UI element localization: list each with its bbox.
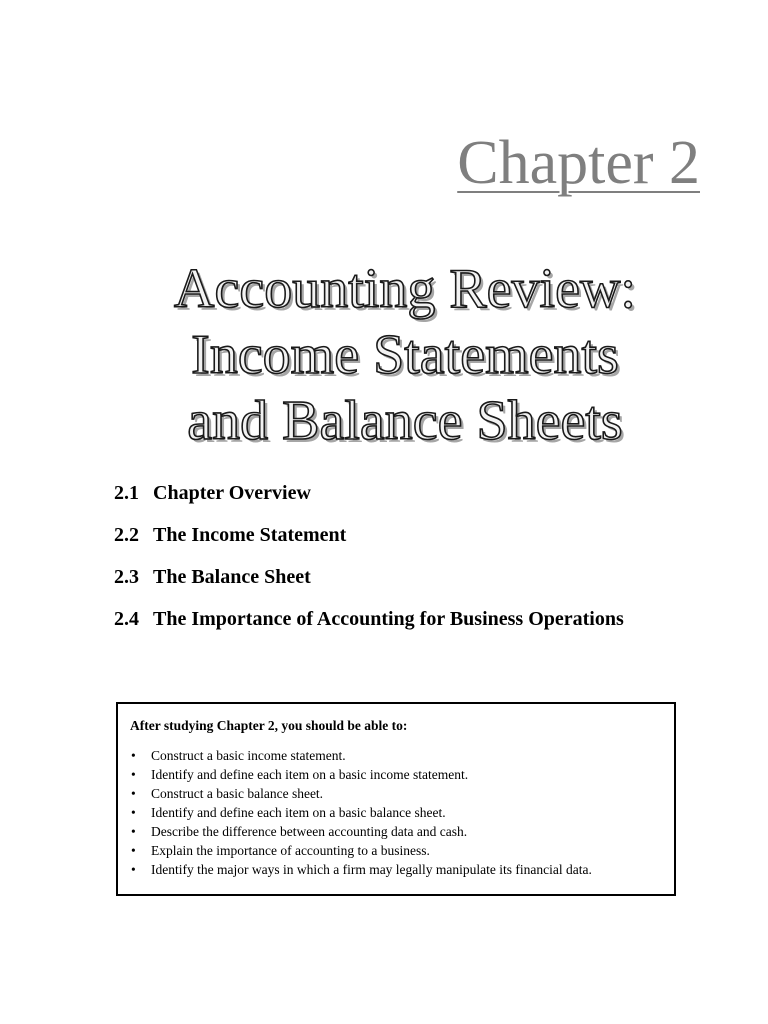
learning-objective-text: Identify and define each item on a basic balance sheet.: [151, 805, 446, 820]
bullet-icon: •: [131, 824, 136, 839]
toc-item-label: The Balance Sheet: [153, 566, 311, 588]
learning-objectives-intro: After studying Chapter 2, you should be able to:: [130, 718, 408, 733]
bullet-icon: •: [131, 862, 136, 877]
toc-item-number: 2.4: [114, 608, 139, 630]
bullet-icon: •: [131, 748, 136, 763]
bullet-icon: •: [131, 786, 136, 801]
learning-objective-item: [130, 803, 662, 822]
toc-item-number: 2.2: [114, 524, 139, 546]
toc-item-label: The Importance of Accounting for Business Operations: [153, 608, 624, 630]
bullet-icon: •: [131, 767, 136, 782]
toc-item: [114, 480, 624, 522]
learning-objective-item: [130, 822, 662, 841]
toc-item: [114, 522, 624, 564]
chapter-title: [0, 256, 768, 454]
learning-objective-text: Describe the difference between accounting data and cash.: [151, 824, 468, 839]
learning-objective-text: Identify and define each item on a basic income statement.: [151, 767, 469, 782]
chapter-label: Chapter 2: [457, 129, 700, 197]
learning-objective-item: [130, 765, 662, 784]
learning-objective-text: Construct a basic balance sheet.: [151, 786, 324, 801]
toc-item-label: The Income Statement: [153, 524, 347, 546]
toc-item-label: Chapter Overview: [153, 482, 311, 504]
chapter-title-line: Accounting Review:: [174, 258, 636, 320]
bullet-icon: •: [131, 843, 136, 858]
learning-objective-item: [130, 784, 662, 803]
learning-objective-text: Construct a basic income statement.: [151, 748, 346, 763]
learning-objective-item: [130, 746, 662, 765]
toc-item-number: 2.1: [114, 482, 139, 504]
chapter-title-line: and Balance Sheets: [187, 390, 623, 452]
learning-objective-text: Identify the major ways in which a firm may legally manipulate its financial data.: [151, 862, 592, 877]
learning-objectives-list: [130, 746, 662, 879]
bullet-icon: •: [131, 805, 136, 820]
chapter-title-line: Income Statements: [191, 324, 619, 386]
learning-objective-text: Explain the importance of accounting to a business.: [151, 843, 430, 858]
table-of-contents: [114, 480, 624, 648]
learning-objectives-box: [116, 702, 676, 896]
toc-item: [114, 606, 624, 648]
learning-objective-item: [130, 860, 662, 879]
toc-item-number: 2.3: [114, 566, 139, 588]
toc-item: [114, 564, 624, 606]
learning-objective-item: [130, 841, 662, 860]
